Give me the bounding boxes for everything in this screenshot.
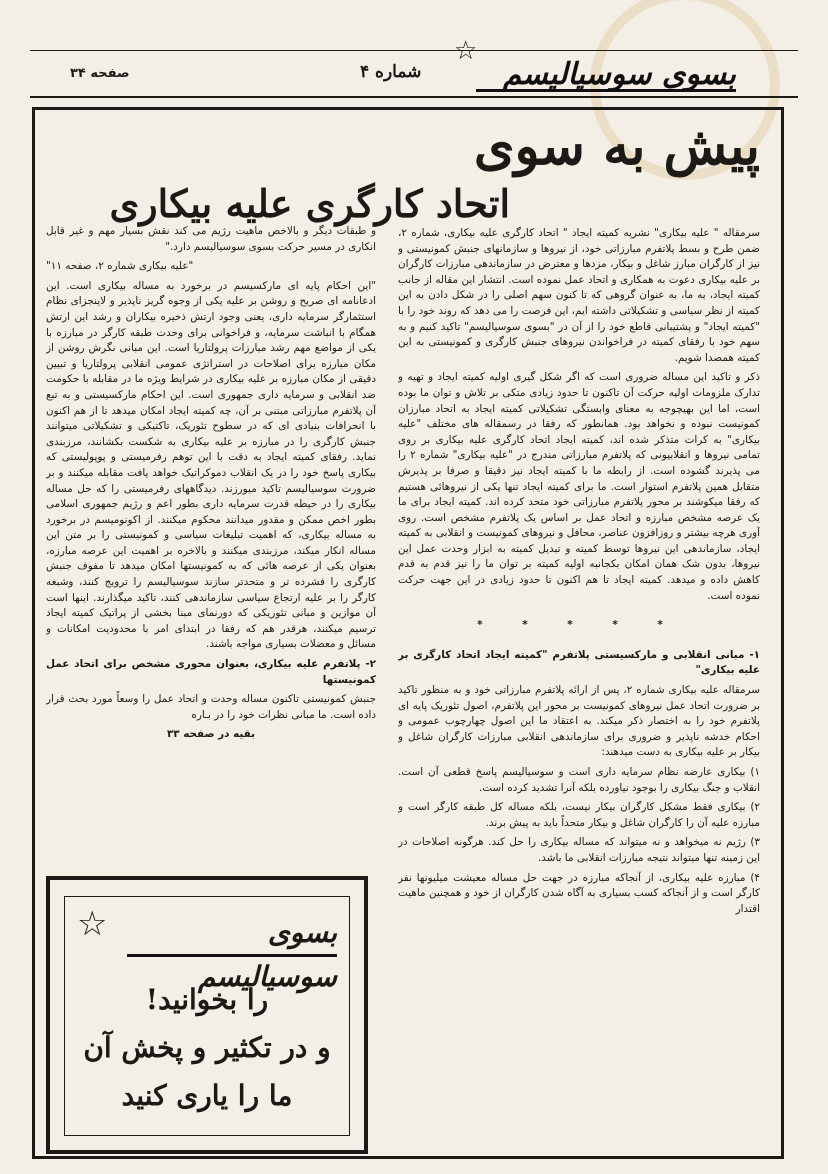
ad-line1: را بخوانید!: [145, 983, 269, 1016]
star-icon: ☆: [454, 36, 478, 66]
paragraph: سرمقاله علیه بیکاری شماره ۲، پس از ارائه پلاتفرم مبارزاتی خود و به منظور تاکید بر ضرورت اتحاد عمل نیروهای کمونیست بر محور این پلاتفرم، اصول تئوریک پایه ای پلاتفرم خود را به اختصار ذکر میکند. به اعتقاد ما این اصول چهارچوب عمومی و احکام خدشه ناپذیر و ضروری برای سازماندهی انقلابی مبارزات کارگران شاغل و بیکار بر علیه بیکاری به دست میدهند:: [398, 684, 760, 759]
masthead: بسوی سوسیالیسم: [476, 58, 736, 92]
section-heading: ۱- مبانی انقلابی و مارکسیستی پلاتفرم "کمیته ایجاد اتحاد کارگری بر علیه بیکاری": [398, 648, 760, 677]
paragraph: سرمقاله " علیه بیکاری" نشریه کمیته ایجاد " اتحاد کارگری علیه بیکاری، شماره ۲، ضمن طرح و بسط پلاتفرم مبارزاتی خود، از نیروها و سازمانهای جنبش کمونیستی و نیز از کارگران مبارز شاغل و بیکار، مزدها و معترض در سازماندهی مبارزات کارگران بر علیه بیکاری دعوت به همکاری و اتحاد عمل نموده است. انتشار این مقاله از جانب کمیته ایجاد، به ما، به عنوان گروهی که تا کنون سهم اصلی را در شکل دادن به این کمیته از نظر سیاسی و تشکیلاتی داشته ایم، این فرصت را می دهد که روند خود را با "کمیته ایجاد" و پشتیبانی قاطع خود را از آن در "بسوی سوسیالیسم" تاکید کنیم و به سهم خود با رفقای کمیته در فراخواندن نیروهای جنبش کارگری و کمونیستی به این کمیته همصدا شویم.: [398, 227, 760, 364]
section-divider: * * * * *: [477, 619, 681, 632]
quote-source: "علیه بیکاری شماره ۲، صفحه ۱۱": [46, 260, 194, 273]
continued-note: بقیه در صفحه ۳۳: [166, 728, 256, 741]
ad-line3: ما را یاری کنید: [121, 1079, 293, 1112]
list-item: ۳) رژیم نه میخواهد و نه میتواند که مساله بیکاری را حل کند. هرگونه اصلاحات در این زمینه تنها میتواند نتیجه مبارزات انقلابی ما باشد.: [398, 836, 760, 864]
list-item: ۱) بیکاری عارضه نظام سرمایه داری است و سوسیالیسم پاسخ قطعی آن است. انقلاب و جنگ بیکاری را بوجود نیاورده بلکه آنرا تشدید کرده است.: [398, 766, 760, 794]
paragraph: ذکر و تاکید این مساله ضروری است که اگر شکل گیری اولیه کمیته ایجاد و تهیه و تدارک ملزومات اولیه حرکت آن تاکنون تا حدود زیادی متکی بر تلاش و توان ما بوده است، اما این بهیچوجه به معنای وابستگی تشکیلاتی کمیته ایجاد به اتحاد مبارزان کمونیست نبوده و نخواهد بود. همانطور که رفقا در رسمقاله های مختلف "علیه بیکاری" به کرات متذکر شده اند، کمیته ایجاد اتحاد کارگری علیه بیکاری بر روی تمامی نیروها و انقلابیونی که پلاتفرم مبارزاتی مندرج در "علیه بیکاری" شماره ۲ را می پذیرند گشوده است. از رابطه ما با کمیته ایجاد نیز دقیقا و صرفا بر پذیرش متقابل همین پلاتفرم استوار است. ما برای کمیته ایجاد تنها یکی از نیروهائی هستیم که رفقا میکوشند بر محور پلاتفرم مبارزاتی خود متحد کرده اند. کمیته ایجاد برای ما یک عرصه مشخص مبارزه و اتحاد عمل بر اساس یک پلاتفرم مشخص است. روی آوری هرچه بیشتر و روزافزون عناصر، محافل و نیروهای کمونیست و انقلابی به کمیته ایجاد، سازماندهی این نیروها توسط کمیته و تبدیل کمیته به ابزار وحدت عمل این نیروها، بدون شک همان امکان بکجانبه اولیه کمیته بر توان ما را نیز قدم به قدم کاهش داده و میدهد. کمیته ایجاد تا هم اکنون تا حدود زیادی در این جهت حرکت نموده است.: [398, 371, 760, 602]
headline-line2: اتحاد کارگری علیه بیکاری: [109, 181, 510, 226]
list-item: ۲) بیکاری فقط مشکل کارگران بیکار نیست، بلکه مساله کل طبقه کارگر است و مبارزه علیه آن را کارگران شاغل و بیکار متحداً باید به پیش برند.: [398, 801, 760, 829]
header-rule-top: [30, 50, 798, 51]
paragraph: و طبقات دیگر و بالاخص ماهیت رژیم می کند نقش بسیار مهم و غیر قابل انکاری در مسیر حرکت بسوی سوسیالیسم دارد.": [46, 225, 376, 253]
left-column: [46, 224, 376, 879]
paragraph: جنبش کمونیستی تاکنون مساله وحدت و اتحاد عمل را وسعاً مورد بحث قرار داده است. ما مبانی نظرات خود را در بـاره: [46, 693, 376, 721]
star-icon: ☆: [77, 904, 108, 944]
advertisement-inner: [64, 896, 350, 1136]
issue-number: شماره ۴: [360, 62, 422, 82]
paragraph: "این احکام پایه ای مارکسیسم در برخورد به مساله بیکاری است. این ادعانامه ای صریح و روشن بر علیه یکی از وجوه گریز ناپذیر و لاینجزای نظام استثمارگر سرمایه داری، یعنی وجود ارتش ذخیره بیکاران و رشد این ارتش همگام با انباشت سرمایه، و فراخوانی برای وحدت طبقه کارگر در مبارزه با یکی از مواضع مهم رشد مبارزات پرولتاریا است. این مبانی نگرش روشن از مکان مبارزه برای اصلاحات در استراتژی عمومی انقلابی پرولتاریا و تبیین دقیقی از مکان مبارزه بر علیه بیکاری در شرایط ویژه ما در مقابله با حکومت ضد انقلابی و سرمایه داری جمهوری است. این احکام مارکسیستی و به تبع آن پلاتفرم مبارزاتی مبتنی بر آن، چه کمیته ایجاد امکان میدهد تا از هم اکنون با انحرافات بنیادی ای که در سطوح تئوریک، تاکتیکی و تشکیلاتی میتوانند جنبش کارگری را در مبارزه بر علیه بیکاری به شکست بکشانند، مرزبندی نماید. رفقای کمیته ایجاد به دقت با این توهم رفرمیستی و پوپولیستی که بیکاری پاسخ خود را در یک انقلاب دموکراتیک خواهد یافت مقابله میکنند و بر ضرورت سوسیالیسم تاکید میورزند. دیدگاههای رفرمیستی را که حل مساله بیکاری را در حیطه قدرت سرمایه داری بطور اعم و رژیم جمهوری اسلامی بطور اخص ممکن و مقدور میدانند محکوم میکنند. از اکونومیسم در برخورد به مساله بیکاری، که اهمیت تبلیغات سیاسی و کمونیستی را بر متن این مساله انکار میکند، مرزبندی میکنند و بالاخره بر اهمیت این عرصه مبارزه، بعنوان یکی از عرصه هائی که به کمونیستها امکان میدهد تا مفوف جنبش کارگری را فشرده تر و متحدتر سازند سوسیالیسم را ترویج کنند، وشبغه کارگر را بر علیه ارتجاع سیاسی سازماندهی کنند، تاکید میگذارند. اینها است آن موازین و مبانی تئوریکی که دورنمای مبنا بخشی از پراتیک کمیته ایجاد ترسیم میکنند، هرقدر هم که رفقا در ابتدای امر با محدودیت امکانات و مسائل و معضلات بسیاری مواجه باشند.: [46, 279, 376, 651]
section-heading: ۲- پلاتفرم علیه بیکاری، بعنوان محوری مشخص برای اتحاد عمل کمونیستها: [46, 658, 376, 686]
header-rule-bottom: [30, 96, 798, 98]
list-item: ۴) مبارزه علیه بیکاری، از آنجاکه مبارزه در جهت حل مساله معیشت میلیونها نفر کارگر است و از آنجاکه کسب بسیاری به آگاه شدن کارگران از خود و همچنین ماهیت اقتدار: [398, 871, 760, 915]
ad-masthead: بسوی سوسیالیسم: [127, 911, 337, 957]
headline-line1: پیش به سوی: [473, 116, 760, 177]
ad-line2: و در تکثیر و پخش آن: [83, 1031, 331, 1064]
page-number: صفحه ۳۴: [70, 66, 130, 81]
advertisement-box: [46, 876, 368, 1154]
right-column: [398, 226, 760, 1146]
